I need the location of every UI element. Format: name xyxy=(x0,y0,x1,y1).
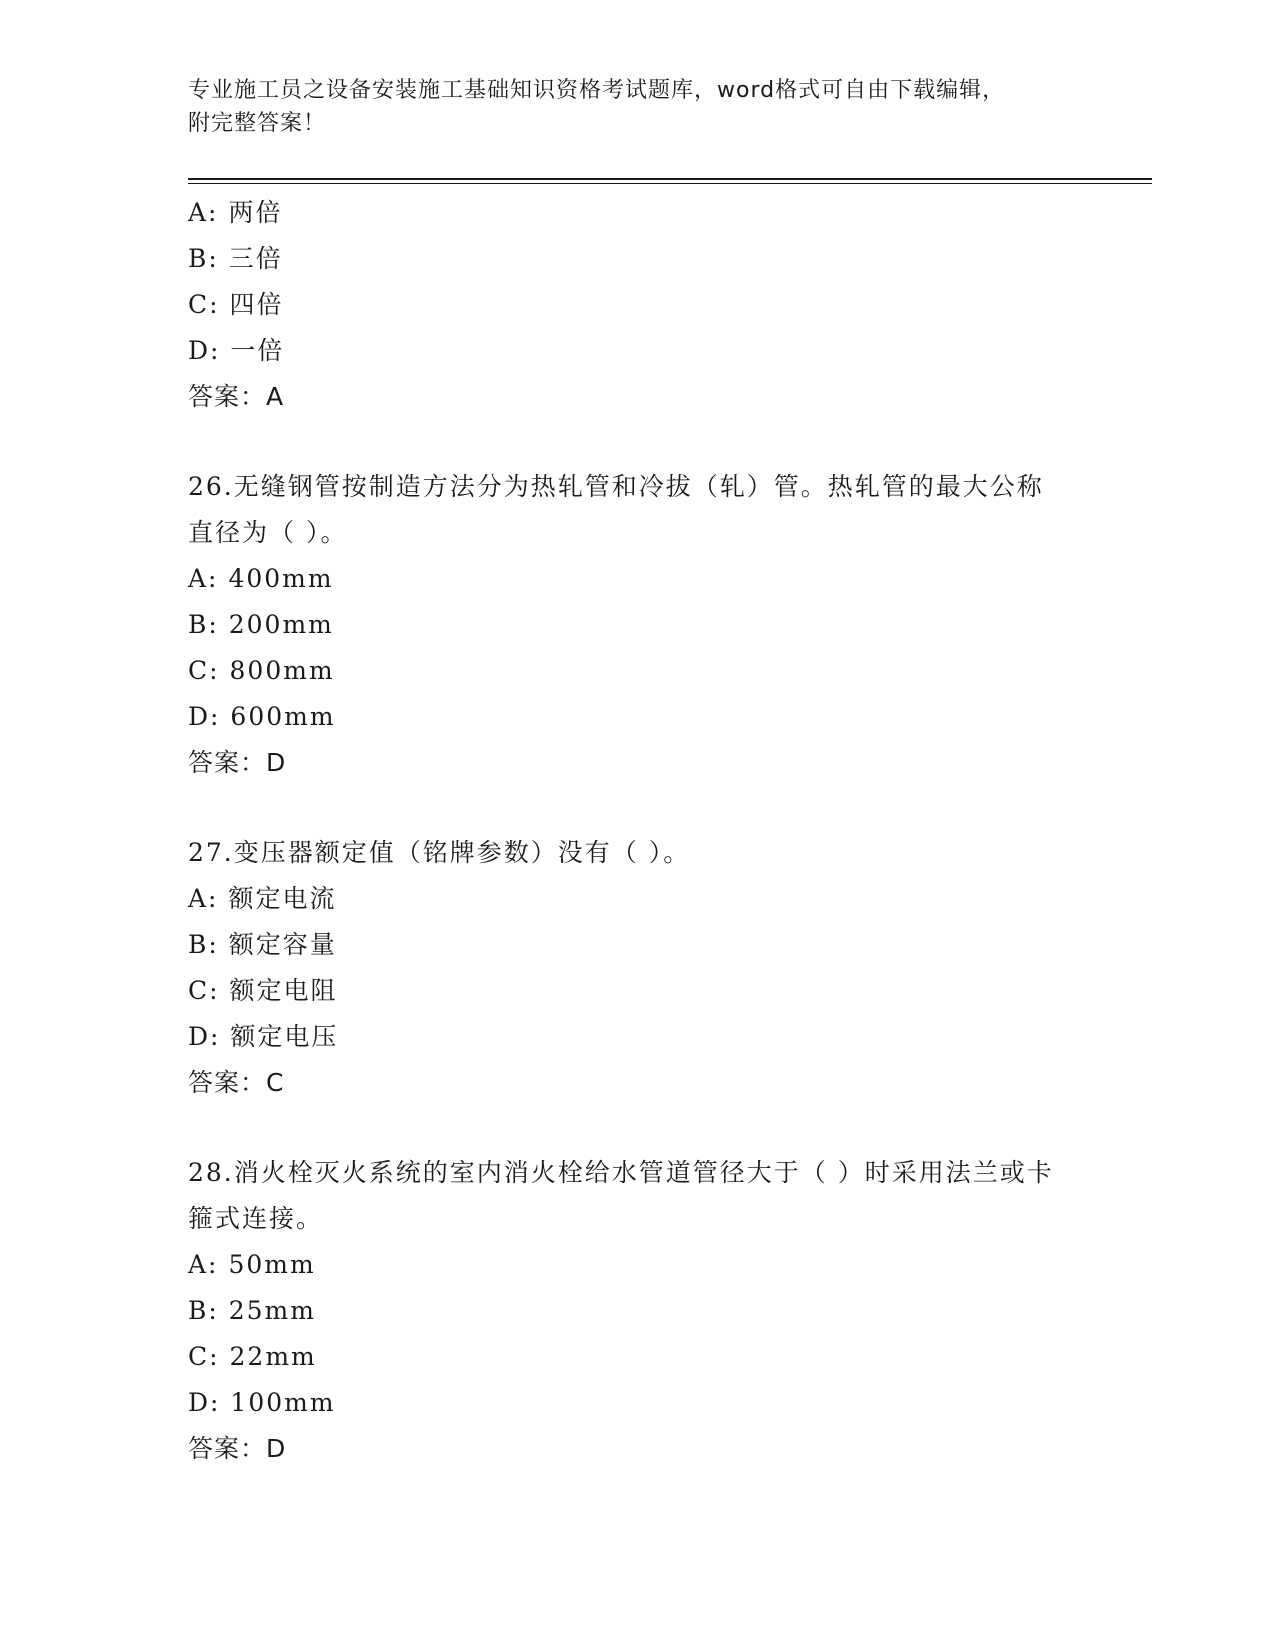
option-b: B: 200mm xyxy=(188,610,334,639)
option-c: C: 800mm xyxy=(188,656,335,685)
option-d: D: 100mm xyxy=(188,1388,336,1417)
option-b: B: 额定容量 xyxy=(188,930,337,959)
option-c: C: 四倍 xyxy=(188,290,284,319)
option-a: A: 额定电流 xyxy=(188,884,337,913)
answer: 答案：D xyxy=(188,1434,287,1463)
option-c: C: 22mm xyxy=(188,1342,317,1371)
question-27 xyxy=(188,830,1088,1106)
question-text: 27.变压器额定值（铭牌参数）没有（ ）。 xyxy=(188,838,691,867)
question-text: 28.消火栓灭火系统的室内消火栓给水管道管径大于（ ）时采用法兰或卡箍式连接。 xyxy=(188,1158,1054,1233)
option-a: A: 50mm xyxy=(188,1250,316,1279)
header-line-1: 专业施工员之设备安装施工基础知识资格考试题库，word格式可自由下载编辑， xyxy=(188,78,1006,103)
question-26 xyxy=(188,464,1088,786)
page-header xyxy=(188,74,1068,140)
option-b: B: 25mm xyxy=(188,1296,316,1325)
option-a: A: 400mm xyxy=(188,564,334,593)
option-d: D: 600mm xyxy=(188,702,336,731)
header-divider xyxy=(188,178,1152,184)
option-a: A: 两倍 xyxy=(188,198,283,227)
option-d: D: 额定电压 xyxy=(188,1022,339,1051)
question-list xyxy=(188,190,1088,1472)
option-c: C: 额定电阻 xyxy=(188,976,338,1005)
question-28 xyxy=(188,1150,1088,1472)
header-line-2: 附完整答案！ xyxy=(188,111,327,136)
question-text: 26.无缝钢管按制造方法分为热轧管和冷拔（轧）管。热轧管的最大公称直径为（ ）。 xyxy=(188,472,1044,547)
option-d: D: 一倍 xyxy=(188,336,285,365)
question-25-continued xyxy=(188,190,1088,420)
option-b: B: 三倍 xyxy=(188,244,283,273)
answer: 答案：D xyxy=(188,748,287,777)
answer: 答案：A xyxy=(188,382,285,411)
answer: 答案：C xyxy=(188,1068,285,1097)
